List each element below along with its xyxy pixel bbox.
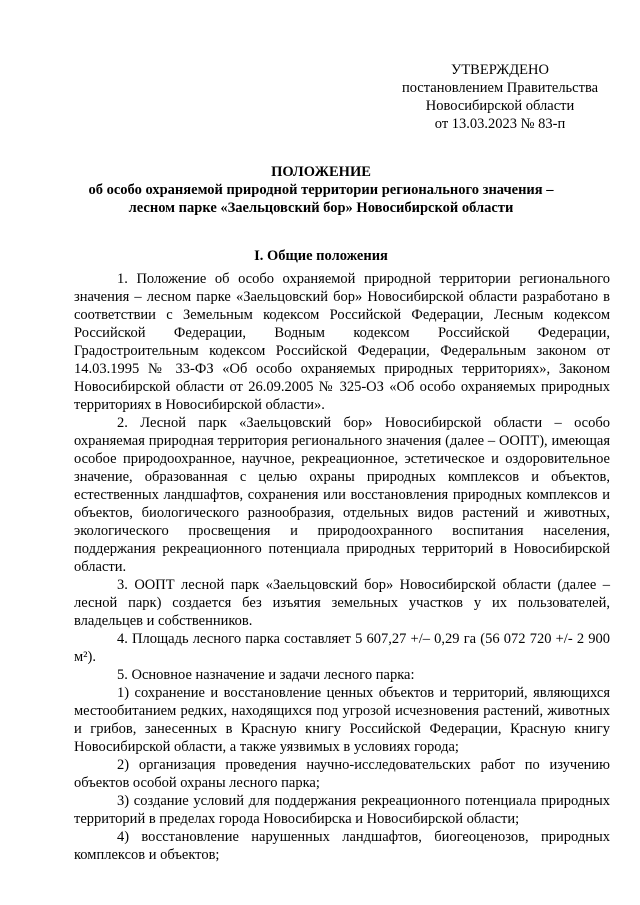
approval-label: УТВЕРЖДЕНО: [451, 62, 549, 78]
paragraph-1: 1. Положение об особо охраняемой природной территории регионального значения – лесном парке «Заельцовский бор» Новосибирской области разработано в соответствии с Земельным кодексом Российской Федерации, Лесным кодексом Российской Федерации, Водным кодексом Российской Федерации, Градостроительным кодексом Российской Федерации, Федеральным законом от 14.03.1995 № 33-ФЗ «Об особо охраняемых природных территориях», Законом Новосибирской области от 26.09.2005 № 325-ОЗ «Об особо охраняемых природных территориях в Новосибирской области».: [74, 271, 610, 413]
approval-stamp: [390, 61, 610, 133]
document-title: [60, 163, 582, 217]
approval-date-number: от 13.03.2023 № 83-п: [434, 116, 566, 132]
title-subtitle-line-1: об особо охраняемой природной территории регионального значения –: [88, 182, 554, 198]
title-subtitle-line-2: лесном парке «Заельцовский бор» Новосибирской области: [128, 200, 514, 216]
section-heading: I. Общие положения: [254, 248, 388, 264]
list-item-4: 4) восстановление нарушенных ландшафтов, биогеоценозов, природных комплексов и объектов;: [74, 829, 610, 863]
approval-region: Новосибирской области: [425, 98, 575, 114]
title-heading: ПОЛОЖЕНИЕ: [271, 164, 371, 180]
approval-authority: постановлением Правительства: [401, 80, 599, 96]
paragraph-4: 4. Площадь лесного парка составляет 5 607,27 +/– 0,29 га (56 072 720 +/- 2 900 м²).: [74, 631, 610, 665]
document-body: [74, 270, 610, 864]
list-item-3: 3) создание условий для поддержания рекреационного потенциала природных территорий в пределах города Новосибирска и Новосибирской области;: [74, 793, 610, 827]
list-item-2: 2) организация проведения научно-исследовательских работ по изучению объектов особой охраны лесного парка;: [74, 757, 610, 791]
list-item-1: 1) сохранение и восстановление ценных объектов и территорий, являющихся местообитанием редких, находящихся под угрозой исчезновения растений, животных и грибов, занесенных в Красную книгу Российской Федерации, Красную книгу Новосибирской области, а также уязвимых в условиях города;: [74, 685, 610, 755]
paragraph-3: 3. ООПТ лесной парк «Заельцовский бор» Новосибирской области (далее – лесной парк) создается без изъятия земельных участков у их пользователей, владельцев и собственников.: [74, 577, 610, 629]
paragraph-2: 2. Лесной парк «Заельцовский бор» Новосибирской области – особо охраняемая природная территория регионального значения (далее – ООПТ), имеющая особое природоохранное, научное, рекреационное, эстетическое и оздоровительное значение, образованная с целью охраны природных комплексов и объектов, естественных ландшафтов, сохранения или восстановления природных комплексов и объектов, биологического разнообразия, отдельных видов растений и животных, экологического просвещения и природоохранного воспитания населения, поддержания рекреационного потенциала природных территорий в Новосибирской области.: [74, 415, 610, 575]
paragraph-5: 5. Основное назначение и задачи лесного парка:: [117, 667, 415, 683]
